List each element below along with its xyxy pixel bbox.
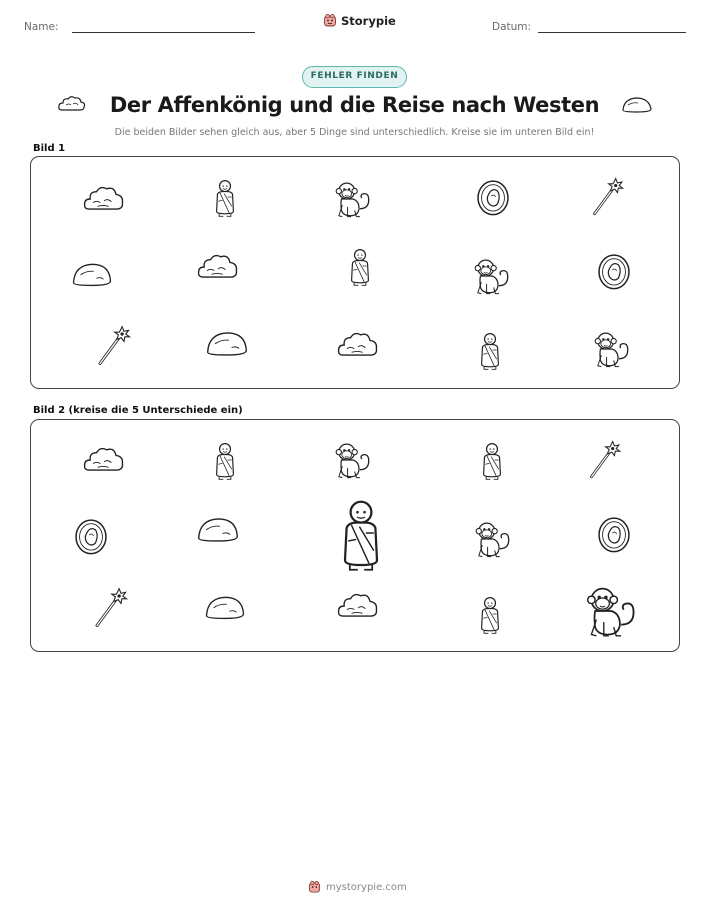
peach-icon bbox=[69, 514, 113, 558]
picture2-item-3-2[interactable] bbox=[203, 585, 247, 629]
monkey-icon bbox=[469, 254, 513, 298]
rock-icon bbox=[70, 252, 114, 296]
picture1-item-1-2 bbox=[204, 176, 246, 218]
rock-icon bbox=[203, 585, 247, 629]
brand-name: Storypie bbox=[341, 13, 396, 28]
date-label: Datum: bbox=[492, 21, 532, 33]
picture2-item-2-1[interactable] bbox=[69, 514, 113, 558]
picture1-item-3-5 bbox=[589, 327, 633, 371]
monk-icon bbox=[469, 329, 511, 371]
monk-icon bbox=[321, 493, 401, 573]
page-title: Der Affenkönig und die Reise nach Westen bbox=[109, 93, 600, 117]
instructions: Die beiden Bilder sehen gleich aus, aber 5 Dinge sind unterschiedlich. Kreise sie im unteren Bild ein! bbox=[114, 127, 595, 138]
picture1-item-2-1 bbox=[70, 252, 114, 296]
cloud-icon bbox=[335, 583, 381, 629]
picture2-item-1-2[interactable] bbox=[204, 439, 246, 481]
picture1-item-3-4 bbox=[469, 329, 511, 371]
picture2-item-2-5[interactable] bbox=[592, 512, 636, 556]
picture1-item-2-4 bbox=[469, 254, 513, 298]
magic-staff-icon bbox=[86, 585, 132, 631]
monkey-icon bbox=[589, 327, 633, 371]
monkey-icon bbox=[470, 517, 514, 561]
picture1-item-3-2 bbox=[204, 320, 250, 366]
picture2-item-3-1[interactable] bbox=[86, 585, 132, 631]
name-field-line[interactable] bbox=[72, 32, 255, 33]
rock-icon bbox=[204, 320, 250, 366]
picture2-item-3-3[interactable] bbox=[335, 583, 381, 629]
picture1-item-3-1 bbox=[89, 323, 135, 369]
picture1-panel bbox=[30, 156, 680, 389]
rock-icon bbox=[621, 93, 653, 115]
storypie-mascot-icon bbox=[323, 13, 337, 28]
picture1-item-2-3 bbox=[339, 245, 381, 287]
picture1-label: Bild 1 bbox=[33, 143, 66, 154]
monk-icon bbox=[204, 439, 246, 481]
picture2-item-2-2[interactable] bbox=[195, 506, 241, 552]
cloud-icon bbox=[195, 244, 241, 290]
picture2-item-1-4[interactable] bbox=[471, 439, 513, 481]
picture2-item-3-5[interactable] bbox=[579, 580, 641, 642]
peach-icon bbox=[592, 249, 636, 293]
name-label: Name: bbox=[24, 21, 59, 33]
peach-icon bbox=[471, 175, 515, 219]
picture2-item-1-1[interactable] bbox=[81, 437, 127, 483]
monk-icon bbox=[469, 593, 511, 635]
brand-logo bbox=[323, 13, 396, 28]
cloud-icon bbox=[81, 176, 127, 222]
monkey-icon bbox=[579, 580, 641, 642]
footer-url: mystorypie.com bbox=[326, 881, 407, 893]
picture2-item-1-5[interactable] bbox=[581, 438, 625, 482]
peach-icon bbox=[592, 512, 636, 556]
picture1-item-2-5 bbox=[592, 249, 636, 293]
picture2-panel[interactable] bbox=[30, 419, 680, 652]
picture2-item-2-3[interactable] bbox=[321, 493, 401, 573]
monkey-icon bbox=[330, 177, 374, 221]
picture1-item-2-2 bbox=[195, 244, 241, 290]
monk-icon bbox=[204, 176, 246, 218]
picture1-item-1-5 bbox=[584, 175, 628, 219]
picture1-item-1-4 bbox=[471, 175, 515, 219]
date-field-line[interactable] bbox=[538, 32, 686, 33]
worksheet-type-badge: FEHLER FINDEN bbox=[302, 66, 407, 88]
picture2-label: Bild 2 (kreise die 5 Unterschiede ein) bbox=[33, 405, 243, 416]
footer bbox=[308, 880, 407, 894]
storypie-mascot-icon bbox=[308, 880, 321, 894]
picture2-item-2-4[interactable] bbox=[470, 517, 514, 561]
magic-staff-icon bbox=[584, 175, 628, 219]
picture1-item-1-3 bbox=[330, 177, 374, 221]
magic-staff-icon bbox=[89, 323, 135, 369]
picture1-item-3-3 bbox=[335, 322, 381, 368]
monk-icon bbox=[339, 245, 381, 287]
picture2-item-3-4[interactable] bbox=[469, 593, 511, 635]
magic-staff-icon bbox=[581, 438, 625, 482]
monk-icon bbox=[471, 439, 513, 481]
rock-icon bbox=[195, 506, 241, 552]
cloud-icon bbox=[81, 437, 127, 483]
picture1-item-1-1 bbox=[81, 176, 127, 222]
cloud-icon bbox=[335, 322, 381, 368]
monkey-icon bbox=[330, 438, 374, 482]
picture2-item-1-3[interactable] bbox=[330, 438, 374, 482]
